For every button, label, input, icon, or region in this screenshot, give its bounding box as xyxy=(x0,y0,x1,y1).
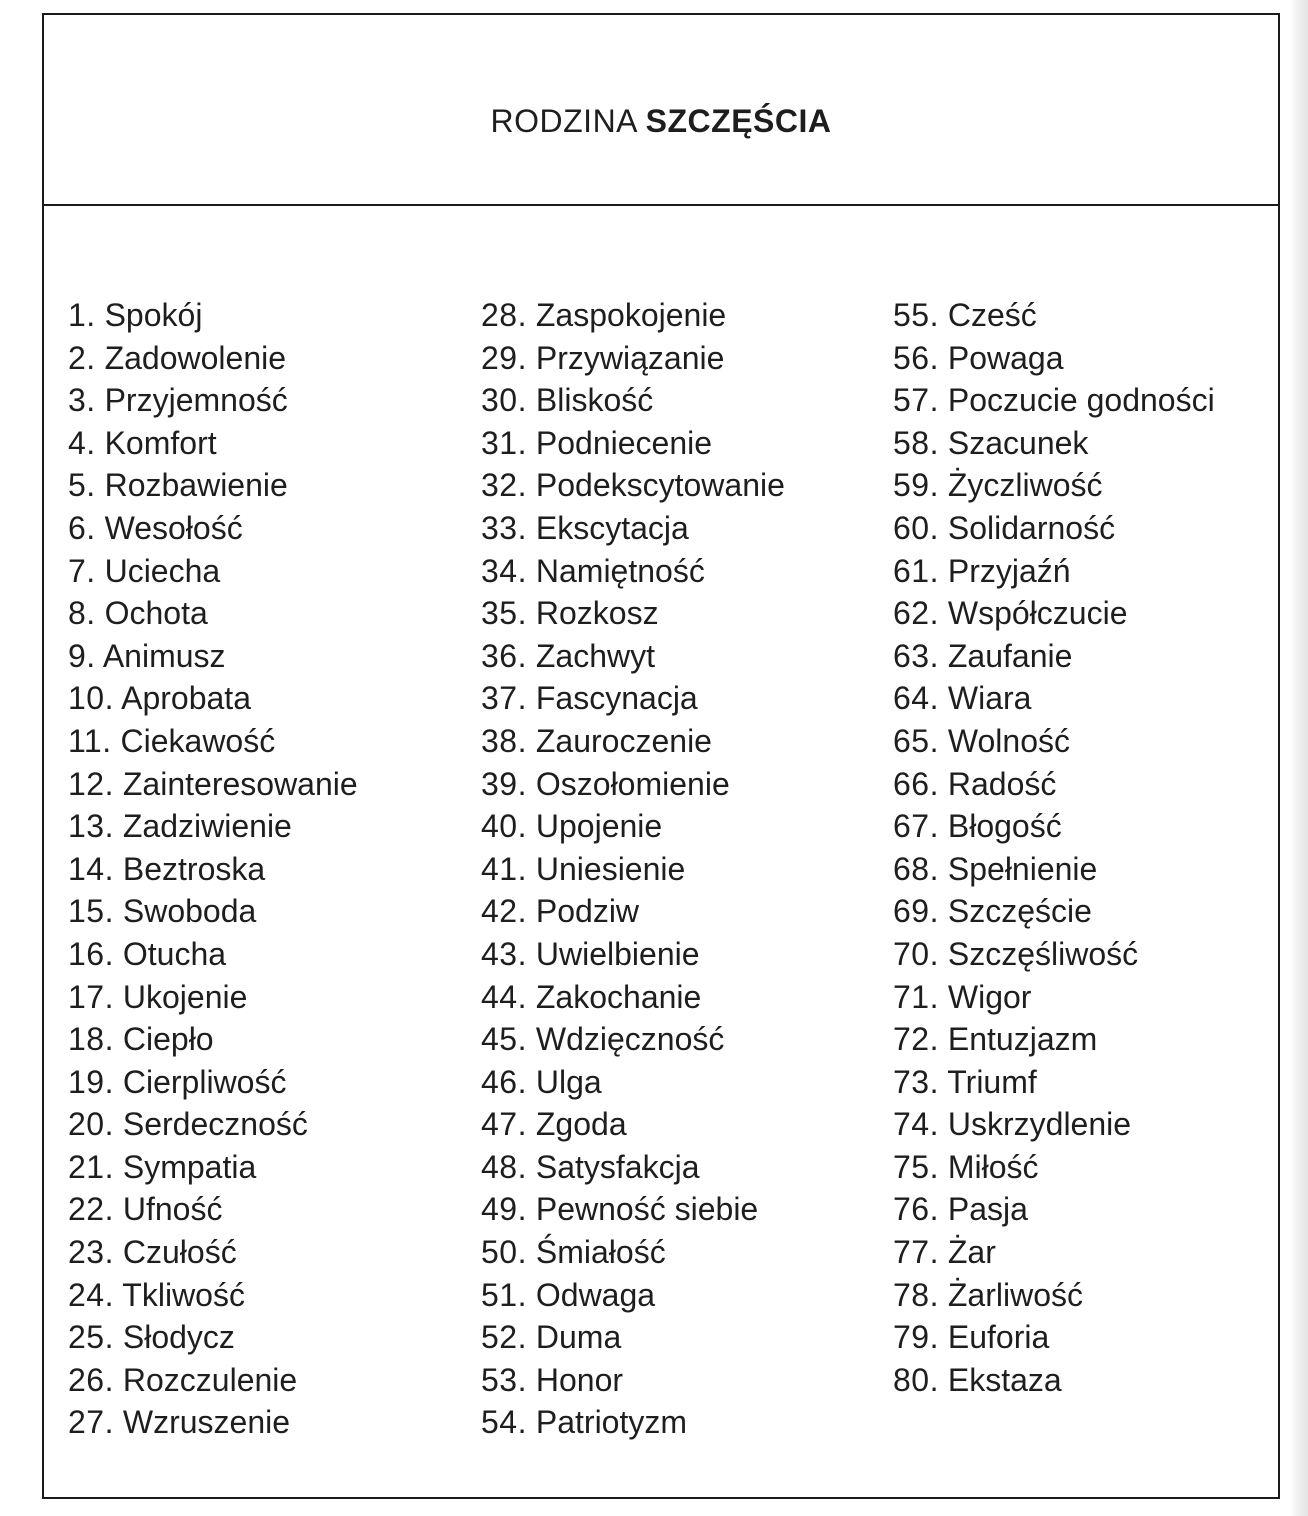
item-number: 42. xyxy=(481,893,527,930)
list-item xyxy=(481,1103,785,1146)
item-number: 12. xyxy=(68,765,114,802)
item-number: 70. xyxy=(893,935,939,972)
item-label: Śmiałość xyxy=(535,1234,666,1271)
list-item xyxy=(893,1359,1215,1402)
item-label: Oszołomienie xyxy=(535,765,730,802)
item-label: Czułość xyxy=(122,1234,237,1271)
item-number: 45. xyxy=(481,1021,527,1058)
item-label: Rozkosz xyxy=(535,595,659,632)
item-number: 63. xyxy=(893,637,939,674)
table-frame xyxy=(42,13,1280,1499)
list-item xyxy=(481,1188,785,1231)
item-number: 43. xyxy=(481,935,527,972)
list-item xyxy=(481,1018,785,1061)
list-item xyxy=(68,1274,358,1317)
list-item xyxy=(68,805,358,848)
item-label: Błogość xyxy=(947,808,1062,845)
list-item xyxy=(893,635,1215,678)
list-item xyxy=(481,720,785,763)
item-number: 76. xyxy=(893,1191,939,1228)
item-label: Rozbawienie xyxy=(104,467,288,504)
item-number: 74. xyxy=(893,1106,939,1143)
item-number: 66. xyxy=(893,765,939,802)
item-number: 23. xyxy=(68,1234,114,1271)
item-number: 58. xyxy=(893,424,939,461)
item-number: 56. xyxy=(893,339,939,376)
list-item xyxy=(68,507,358,550)
item-number: 24. xyxy=(68,1276,114,1313)
list-item xyxy=(481,890,785,933)
list-item xyxy=(68,1103,358,1146)
item-label: Zachwyt xyxy=(535,637,656,674)
list-item xyxy=(481,550,785,593)
item-label: Komfort xyxy=(104,424,217,461)
item-number: 69. xyxy=(893,893,939,930)
item-label: Życzliwość xyxy=(947,467,1103,504)
item-number: 52. xyxy=(481,1319,527,1356)
page-edge-shadow xyxy=(1290,0,1308,1516)
list-item xyxy=(68,1231,358,1274)
title-emphasis: SZCZĘŚCIA xyxy=(645,103,832,139)
item-number: 64. xyxy=(893,680,939,717)
list-item xyxy=(481,1274,785,1317)
list-item xyxy=(893,1231,1215,1274)
item-label: Wzruszenie xyxy=(122,1404,291,1441)
list-item xyxy=(68,464,358,507)
item-label: Entuzjazm xyxy=(947,1021,1098,1058)
item-label: Honor xyxy=(535,1361,624,1398)
item-number: 30. xyxy=(481,382,527,419)
item-number: 61. xyxy=(893,552,939,589)
item-number: 11. xyxy=(68,722,112,759)
list-item xyxy=(893,1103,1215,1146)
item-label: Spokój xyxy=(104,297,203,333)
list-item xyxy=(68,1061,358,1104)
item-label: Zauroczenie xyxy=(535,722,712,759)
item-number: 53. xyxy=(481,1361,527,1398)
item-label: Miłość xyxy=(947,1148,1039,1185)
item-label: Zgoda xyxy=(535,1106,627,1143)
list-item xyxy=(68,1146,358,1189)
item-label: Ciepło xyxy=(122,1021,214,1058)
list-item xyxy=(68,677,358,720)
item-number: 54. xyxy=(481,1404,527,1441)
item-label: Ukojenie xyxy=(122,978,248,1015)
item-number: 31. xyxy=(481,424,527,461)
list-item xyxy=(893,294,1215,337)
item-label: Wigor xyxy=(947,978,1032,1015)
item-number: 29. xyxy=(481,339,527,376)
item-label: Tkliwość xyxy=(122,1276,245,1313)
item-label: Cierpliwość xyxy=(122,1063,287,1100)
list-item xyxy=(68,1359,358,1402)
item-number: 40. xyxy=(481,808,527,845)
item-label: Ciekawość xyxy=(120,722,276,759)
item-label: Duma xyxy=(535,1319,622,1356)
list-item xyxy=(481,763,785,806)
item-number: 62. xyxy=(893,595,939,632)
list-item xyxy=(481,848,785,891)
list-item xyxy=(893,1316,1215,1359)
item-number: 80. xyxy=(893,1361,939,1398)
item-label: Animusz xyxy=(102,637,226,674)
list-item xyxy=(481,337,785,380)
item-number: 19. xyxy=(68,1063,114,1100)
item-label: Upojenie xyxy=(535,808,663,845)
list-item xyxy=(481,464,785,507)
item-label: Rozczulenie xyxy=(122,1361,298,1398)
item-number: 67. xyxy=(893,808,939,845)
item-number: 65. xyxy=(893,722,939,759)
item-label: Zaspokojenie xyxy=(535,297,727,333)
item-label: Triumf xyxy=(947,1063,1037,1100)
item-label: Zadowolenie xyxy=(104,339,287,376)
item-label: Szczęście xyxy=(947,893,1092,930)
item-label: Ufność xyxy=(122,1191,223,1228)
item-label: Pewność siebie xyxy=(535,1191,759,1228)
item-number: 68. xyxy=(893,850,939,887)
list-item xyxy=(481,1359,785,1402)
header-divider xyxy=(44,204,1278,206)
item-number: 15. xyxy=(68,893,114,930)
list-item xyxy=(68,763,358,806)
list-item xyxy=(68,337,358,380)
emotion-list-column-2 xyxy=(481,294,785,1444)
item-number: 55. xyxy=(893,297,939,333)
list-item xyxy=(893,337,1215,380)
list-item xyxy=(68,976,358,1019)
item-number: 4. xyxy=(68,424,96,461)
list-item xyxy=(893,1061,1215,1104)
item-label: Wiara xyxy=(947,680,1032,717)
item-number: 33. xyxy=(481,509,527,546)
item-label: Spełnienie xyxy=(947,850,1098,887)
item-number: 2. xyxy=(68,339,96,376)
item-number: 14. xyxy=(68,850,114,887)
list-item xyxy=(893,507,1215,550)
item-number: 35. xyxy=(481,595,527,632)
item-label: Zaufanie xyxy=(947,637,1073,674)
item-label: Namiętność xyxy=(535,552,705,589)
list-item xyxy=(481,1401,785,1444)
list-item xyxy=(481,294,785,337)
item-number: 21. xyxy=(68,1148,114,1185)
item-number: 72. xyxy=(893,1021,939,1058)
list-item xyxy=(893,890,1215,933)
list-item xyxy=(893,1146,1215,1189)
item-number: 10. xyxy=(68,680,114,717)
list-item xyxy=(68,422,358,465)
item-number: 44. xyxy=(481,978,527,1015)
list-item xyxy=(68,848,358,891)
list-item xyxy=(481,976,785,1019)
item-label: Uwielbienie xyxy=(535,935,700,972)
item-label: Ochota xyxy=(104,595,208,632)
list-item xyxy=(68,635,358,678)
item-label: Sympatia xyxy=(122,1148,257,1185)
page-title xyxy=(44,103,1278,140)
list-item xyxy=(68,1188,358,1231)
item-number: 6. xyxy=(68,509,96,546)
item-number: 7. xyxy=(68,552,96,589)
item-label: Euforia xyxy=(947,1319,1050,1356)
item-number: 41. xyxy=(481,850,527,887)
item-number: 20. xyxy=(68,1106,114,1143)
item-label: Otucha xyxy=(122,935,227,972)
item-number: 78. xyxy=(893,1276,939,1313)
item-number: 60. xyxy=(893,509,939,546)
item-number: 18. xyxy=(68,1021,114,1058)
item-label: Podziw xyxy=(535,893,640,930)
list-item xyxy=(893,805,1215,848)
list-item xyxy=(68,592,358,635)
item-number: 51. xyxy=(481,1276,527,1313)
item-number: 13. xyxy=(68,808,114,845)
item-label: Przywiązanie xyxy=(535,339,725,376)
title-prefix: RODZINA xyxy=(490,103,646,139)
list-item xyxy=(481,592,785,635)
item-label: Uniesienie xyxy=(535,850,686,887)
item-number: 57. xyxy=(893,382,939,419)
item-label: Aprobata xyxy=(121,680,251,717)
list-item xyxy=(893,1188,1215,1231)
item-label: Odwaga xyxy=(535,1276,656,1313)
item-label: Ekscytacja xyxy=(535,509,689,546)
item-label: Zakochanie xyxy=(535,978,702,1015)
list-item xyxy=(893,677,1215,720)
list-item xyxy=(893,592,1215,635)
item-label: Solidarność xyxy=(947,509,1116,546)
item-number: 27. xyxy=(68,1404,114,1441)
item-label: Współczucie xyxy=(947,595,1128,632)
item-label: Przyjaźń xyxy=(947,552,1071,589)
list-item xyxy=(481,677,785,720)
item-number: 46. xyxy=(481,1063,527,1100)
item-number: 47. xyxy=(481,1106,527,1143)
list-item xyxy=(68,294,358,337)
list-item xyxy=(893,763,1215,806)
item-number: 22. xyxy=(68,1191,114,1228)
item-number: 73. xyxy=(893,1063,939,1100)
list-item xyxy=(481,1146,785,1189)
item-label: Przyjemność xyxy=(104,382,288,419)
item-label: Wesołość xyxy=(104,509,243,546)
list-item xyxy=(893,1018,1215,1061)
item-number: 16. xyxy=(68,935,114,972)
item-label: Powaga xyxy=(947,339,1064,376)
item-label: Zadziwienie xyxy=(122,808,292,845)
list-item xyxy=(68,933,358,976)
list-item xyxy=(893,550,1215,593)
item-number: 77. xyxy=(893,1234,939,1271)
item-number: 17. xyxy=(68,978,114,1015)
item-label: Beztroska xyxy=(122,850,266,887)
item-label: Wdzięczność xyxy=(535,1021,725,1058)
list-item xyxy=(893,1274,1215,1317)
list-item xyxy=(481,507,785,550)
list-item xyxy=(68,550,358,593)
item-number: 3. xyxy=(68,382,96,419)
list-item xyxy=(481,805,785,848)
list-item xyxy=(893,379,1215,422)
list-item xyxy=(68,1018,358,1061)
item-number: 75. xyxy=(893,1148,939,1185)
list-item xyxy=(893,933,1215,976)
item-label: Szczęśliwość xyxy=(947,935,1139,972)
list-item xyxy=(68,1401,358,1444)
item-label: Fascynacja xyxy=(535,680,698,717)
list-item xyxy=(893,848,1215,891)
item-number: 49. xyxy=(481,1191,527,1228)
item-number: 5. xyxy=(68,467,96,504)
item-number: 36. xyxy=(481,637,527,674)
list-item xyxy=(68,720,358,763)
item-label: Satysfakcja xyxy=(535,1148,700,1185)
item-label: Wolność xyxy=(947,722,1070,759)
list-item xyxy=(481,1061,785,1104)
item-number: 50. xyxy=(481,1234,527,1271)
item-number: 79. xyxy=(893,1319,939,1356)
item-number: 34. xyxy=(481,552,527,589)
list-item xyxy=(893,422,1215,465)
item-label: Podekscytowanie xyxy=(535,467,785,504)
list-item xyxy=(481,933,785,976)
item-label: Bliskość xyxy=(535,382,654,419)
item-number: 1. xyxy=(68,297,96,333)
item-number: 9. xyxy=(68,637,96,674)
list-item xyxy=(68,379,358,422)
emotion-list-column-3 xyxy=(893,294,1215,1401)
item-label: Żarliwość xyxy=(947,1276,1083,1313)
item-label: Poczucie godności xyxy=(947,382,1215,419)
emotion-list-column-1 xyxy=(68,294,358,1444)
item-label: Patriotyzm xyxy=(535,1404,688,1441)
item-label: Pasja xyxy=(947,1191,1028,1228)
item-number: 28. xyxy=(481,297,527,333)
list-item xyxy=(893,976,1215,1019)
item-number: 71. xyxy=(893,978,939,1015)
item-number: 59. xyxy=(893,467,939,504)
item-number: 8. xyxy=(68,595,96,632)
item-number: 48. xyxy=(481,1148,527,1185)
item-label: Ulga xyxy=(535,1063,602,1100)
list-item xyxy=(481,1316,785,1359)
item-number: 25. xyxy=(68,1319,114,1356)
item-label: Słodycz xyxy=(122,1319,235,1356)
item-label: Uskrzydlenie xyxy=(947,1106,1132,1143)
list-item xyxy=(893,464,1215,507)
list-item xyxy=(68,1316,358,1359)
item-number: 39. xyxy=(481,765,527,802)
item-label: Ekstaza xyxy=(947,1361,1062,1398)
list-item xyxy=(481,379,785,422)
item-label: Podniecenie xyxy=(535,424,713,461)
list-item xyxy=(68,890,358,933)
list-item xyxy=(481,1231,785,1274)
item-label: Szacunek xyxy=(947,424,1089,461)
item-number: 37. xyxy=(481,680,527,717)
item-label: Serdeczność xyxy=(122,1106,308,1143)
list-item xyxy=(481,422,785,465)
item-label: Uciecha xyxy=(104,552,221,589)
item-label: Żar xyxy=(947,1234,996,1271)
item-label: Zainteresowanie xyxy=(122,765,358,802)
item-number: 38. xyxy=(481,722,527,759)
item-number: 32. xyxy=(481,467,527,504)
item-label: Swoboda xyxy=(122,893,257,930)
item-label: Radość xyxy=(947,765,1057,802)
list-item xyxy=(481,635,785,678)
item-label: Cześć xyxy=(947,297,1037,333)
item-number: 26. xyxy=(68,1361,114,1398)
list-item xyxy=(893,720,1215,763)
